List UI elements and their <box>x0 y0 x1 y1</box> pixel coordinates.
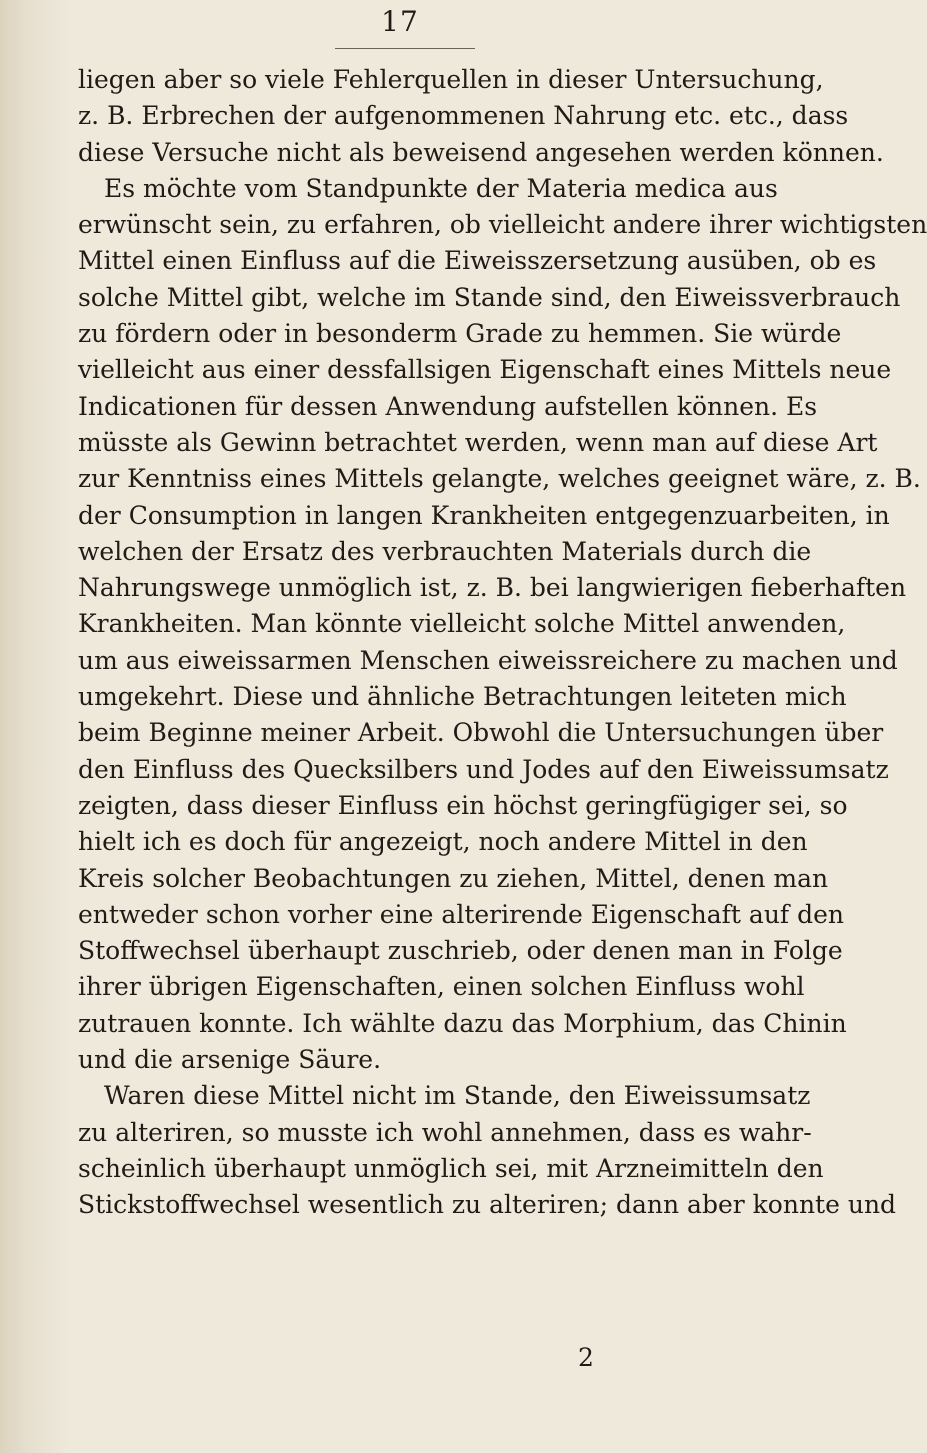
text-line: um aus eiweissarmen Menschen eiweissreichere zu machen und <box>78 645 898 675</box>
text-line: Mittel einen Einfluss auf die Eiweisszersetzung ausüben, ob es <box>78 246 877 276</box>
text-line: beim Beginne meiner Arbeit. Obwohl die Untersuchungen über <box>78 718 884 748</box>
text-line: entweder schon vorher eine alterirende Eigenschaft auf den <box>78 899 845 929</box>
text-line: der Consumption in langen Krankheiten entgegenzuarbeiten, in <box>78 500 890 530</box>
paragraph-start-line: Waren diese Mittel nicht im Stande, den Eiweissumsatz <box>104 1081 811 1111</box>
text-line: den Einfluss des Quecksilbers und Jodes auf den Eiweissumsatz <box>78 754 889 784</box>
text-line: Krankheiten. Man könnte vielleicht solche Mittel anwenden, <box>78 609 846 639</box>
page-number: 17 <box>381 5 419 38</box>
text-line: solche Mittel gibt, welche im Stande sind, den Eiweissverbrauch <box>78 282 901 312</box>
text-line: ihrer übrigen Eigenschaften, einen solchen Einfluss wohl <box>78 972 805 1002</box>
page-gutter-shadow <box>0 0 70 1453</box>
text-line: Nahrungswege unmöglich ist, z. B. bei langwierigen fieberhaften <box>78 573 907 603</box>
text-line: zu fördern oder in besonderm Grade zu hemmen. Sie würde <box>78 319 842 349</box>
text-line: müsste als Gewinn betrachtet werden, wenn man auf diese Art <box>78 427 878 457</box>
signature-mark: 2 <box>578 1343 594 1372</box>
text-line: scheinlich überhaupt unmöglich sei, mit Arzneimitteln den <box>78 1153 824 1183</box>
body-text <box>78 62 927 1224</box>
text-line: zu alteriren, so musste ich wohl annehmen, dass es wahr- <box>78 1117 812 1147</box>
text-line: Stickstoffwechsel wesentlich zu alteriren; dann aber konnte und <box>78 1190 897 1220</box>
text-line: Kreis solcher Beobachtungen zu ziehen, Mittel, denen man <box>78 863 829 893</box>
text-line: hielt ich es doch für angezeigt, noch andere Mittel in den <box>78 827 808 857</box>
text-line: z. B. Erbrechen der aufgenommenen Nahrung etc. etc., dass <box>78 101 849 131</box>
text-line: zeigten, dass dieser Einfluss ein höchst geringfügiger sei, so <box>78 790 848 820</box>
text-line: erwünscht sein, zu erfahren, ob vielleicht andere ihrer wichtigsten <box>78 210 927 240</box>
text-line: vielleicht aus einer dessfallsigen Eigenschaft eines Mittels neue <box>78 355 892 385</box>
paragraph-end-line: und die arsenige Säure. <box>78 1045 382 1075</box>
text-line: Indicationen für dessen Anwendung aufstellen können. Es <box>78 391 818 421</box>
text-line: zur Kenntniss eines Mittels gelangte, welches geeignet wäre, z. B. <box>78 464 921 494</box>
text-line: welchen der Ersatz des verbrauchten Materials durch die <box>78 536 812 566</box>
text-line: umgekehrt. Diese und ähnliche Betrachtungen leiteten mich <box>78 682 847 712</box>
paragraph-start-line: Es möchte vom Standpunkte der Materia medica aus <box>104 173 778 203</box>
text-line: liegen aber so viele Fehlerquellen in dieser Untersuchung, <box>78 65 824 94</box>
header-rule <box>335 48 475 49</box>
text-line: Stoffwechsel überhaupt zuschrieb, oder denen man in Folge <box>78 936 843 966</box>
text-line: diese Versuche nicht als beweisend angesehen werden können. <box>78 137 884 167</box>
text-line: zutrauen konnte. Ich wählte dazu das Morphium, das Chinin <box>78 1008 847 1038</box>
